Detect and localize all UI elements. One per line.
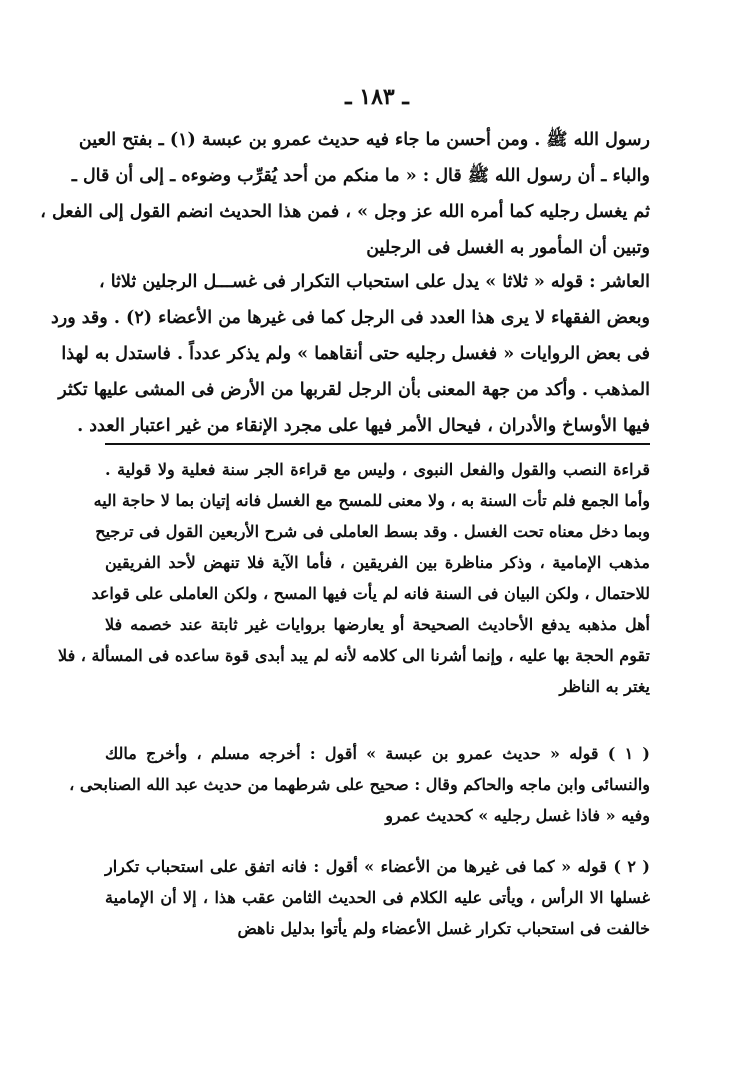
footnote-line: والنسائى وابن ماجه والحاكم وقال : صحيح على شرطهما من حديث عبد الله الصنابحى ، [69, 775, 650, 794]
main-paragraph-2 [50, 264, 650, 444]
footnote-divider [105, 443, 650, 445]
page-number: ـ ١٨٣ ـ [345, 84, 409, 110]
footnote-continuation [58, 454, 650, 702]
text-line: فى بعض الروايات « فغسل رجليه حتى أنقاهما » ولم يذكر عدداً . فاستدل به لهذا [61, 344, 650, 364]
footnote-2 [105, 851, 650, 944]
footnote-line: قراءة النصب والقول والفعل النبوى ، وليس مع قراءة الجر سنة فعلية ولا قولية . [105, 460, 650, 479]
footnote-line: أهل مذهبه يدفع الأحاديث الصحيحة أو يعارضها بروايات غير ثابتة عند خصمه فلا [105, 615, 650, 634]
footnote-line: مذهب الإمامية ، وذكر مناظرة بين الفريقين ، فأما الآية فلا تنهض لأحد الفريقين [105, 553, 650, 572]
footnote-line: للاحتمال ، ولكن البيان فى السنة فانه لم يأت فيها المسح ، ولكن العاملى على قواعد [91, 584, 650, 603]
text-line: العاشر : قوله « ثلاثا » يدل على استحباب التكرار فى غســـل الرجلين ثلاثا ، [98, 272, 650, 292]
footnote-line: يغتر به الناظر [559, 677, 650, 696]
footnote-line: ( ١ ) قوله « حديث عمرو بن عبسة » أقول : أخرجه مسلم ، وأخرج مالك [105, 744, 651, 763]
footnote-line: وبما دخل معناه تحت الغسل . وقد بسط العاملى فى شرح الأربعين القول فى ترجيح [95, 522, 650, 541]
footnote-line: غسلها الا الرأس ، ويأتى عليه الكلام فى الحديث الثامن عقب هذا ، إلا أن الإمامية [105, 888, 651, 907]
text-line: فيها الأوساخ والأدران ، فيحال الأمر فيها على مجرد الإنقاء من غير اعتبار العدد . [77, 416, 650, 436]
main-paragraph-1 [40, 122, 650, 266]
footnote-line: تقوم الحجة بها عليه ، وإنما أشرنا الى كلامه لأنه لم يبد أبدى قوة ساعده فى المسألة ، فلا [58, 646, 650, 665]
footnote-1 [69, 738, 651, 831]
text-line: والباء ـ أن رسول الله ﷺ قال : « ما منكم من أحد يُقرِّب وضوءه ـ إلى أن قال ـ [71, 166, 650, 186]
text-line: رسول الله ﷺ . ومن أحسن ما جاء فيه حديث عمرو بن عبسة (١) ـ بفتح العين [78, 130, 650, 150]
footnote-line: وأما الجمع فلم تأت السنة به ، ولا معنى للمسح مع الغسل فانه إتيان بما لا حاجة اليه [93, 491, 650, 510]
footnote-line: ( ٢ ) قوله « كما فى غيرها من الأعضاء » أقول : فانه اتفق على استحباب تكرار [105, 857, 651, 876]
text-line: ثم يغسل رجليه كما أمره الله عز وجل » ، فمن هذا الحديث انضم القول إلى الفعل ، [40, 202, 650, 222]
footnote-line: خالفت فى استحباب تكرار غسل الأعضاء ولم يأتوا بدليل ناهض [237, 919, 650, 938]
text-line: وتبين أن المأمور به الغسل فى الرجلين [366, 238, 650, 258]
text-line: وبعض الفقهاء لا يرى هذا العدد فى الرجل كما فى غيرها من الأعضاء (٢) . وقد ورد [50, 308, 650, 328]
text-line: المذهب . وأكد من جهة المعنى بأن الرجل لقربها من الأرض فى المشى عليها تكثر [58, 380, 650, 400]
footnote-line: وفيه « فاذا غسل رجليه » كحديث عمرو [385, 806, 650, 825]
